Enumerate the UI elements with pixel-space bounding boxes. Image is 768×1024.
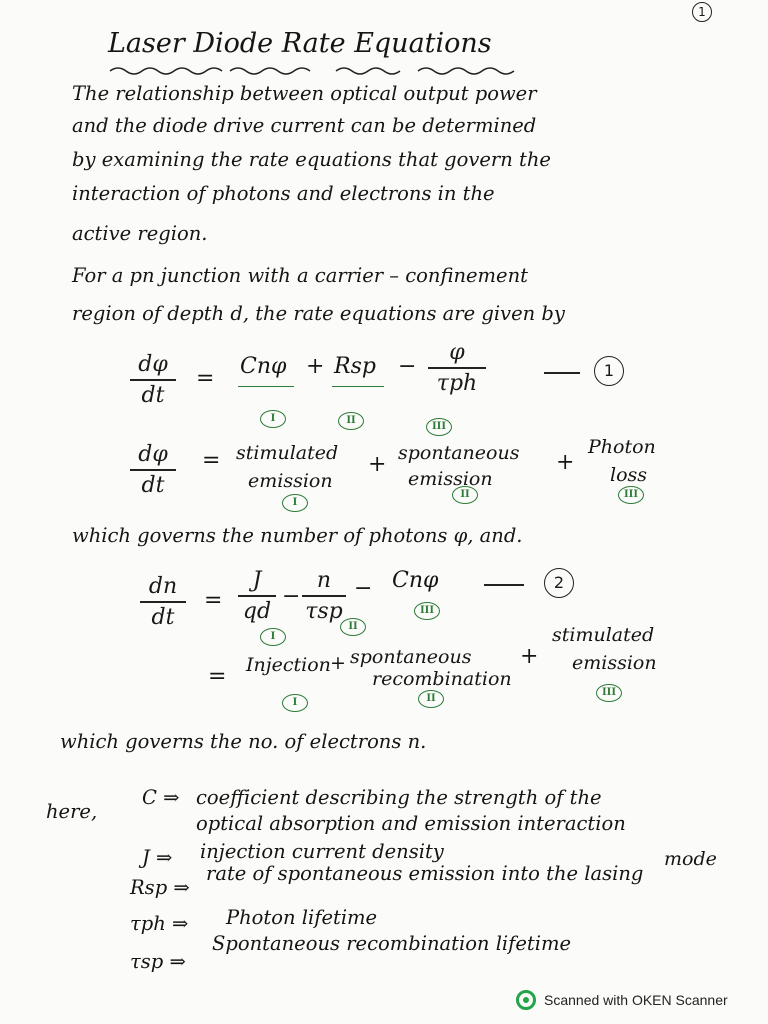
def-tph-sym: τph ⇒ [130, 912, 189, 935]
def-rsp-sym: Rsp ⇒ [130, 876, 190, 899]
eq1-lhs-den: dt [141, 383, 165, 408]
eq1-term1: Cnφ [240, 354, 287, 379]
def-c-sym: C ⇒ [142, 786, 180, 809]
eq1-term3-num: φ [449, 340, 465, 365]
eq2-term3: Cnφ [392, 568, 439, 593]
eq2-lhs [140, 574, 186, 630]
eq2-tag-2: II [340, 618, 366, 636]
eq2-term1-num: J [252, 568, 262, 593]
pn-intro-line-1: For a pn junction with a carrier – confinement [72, 264, 528, 287]
eq2-term2 [302, 568, 346, 624]
eq1w-equals: = [202, 448, 221, 473]
eq1w-plus1: + [368, 452, 387, 477]
page-title: Laser Diode Rate Equations [108, 28, 492, 59]
eq2-equals: = [204, 588, 223, 613]
eq1-lhs [130, 352, 176, 408]
def-rsp-text: rate of spontaneous emission into the lasing [206, 862, 644, 885]
eq2w-term3-a: stimulated [552, 624, 655, 646]
eq2-lhs-den: dt [151, 605, 175, 630]
eq2w-equals: = [208, 664, 227, 689]
eq1-term2: Rsp [334, 354, 376, 379]
intro-line-4: interaction of photons and electrons in the [72, 182, 495, 205]
eq2w-plus1: + [330, 652, 346, 674]
eq2-term1 [238, 568, 276, 624]
oken-logo-icon [516, 990, 536, 1010]
governs-photons: which governs the number of photons φ, and. [72, 524, 523, 547]
eq1-term3-den: τph [436, 371, 478, 396]
pn-intro-line-2: region of depth d, the rate equations are given by [72, 302, 565, 325]
def-j-text: injection current density [200, 840, 444, 863]
eq1w-term3-a: Photon [588, 436, 656, 458]
eq1w-term1-b: emission [248, 470, 333, 492]
eq1w-lhs [130, 442, 176, 498]
def-tsp-text: Spontaneous recombination lifetime [212, 932, 572, 955]
def-c-text-2: optical absorption and emission interaction [196, 812, 626, 835]
def-tph-text: Photon lifetime [226, 906, 378, 929]
eq1w-tag-2: II [452, 486, 478, 504]
eq2-lhs-num: dn [148, 574, 178, 599]
eq2-term2-den: τsp [305, 599, 343, 624]
title-underline [108, 64, 528, 78]
eq1w-lhs-den: dt [141, 473, 165, 498]
eq1-equals: = [196, 366, 215, 391]
eq1w-plus2: + [556, 450, 575, 475]
eq1w-term3-b: loss [610, 464, 648, 486]
eq2-minus1: − [282, 584, 301, 609]
eq1w-tag-3: III [618, 486, 644, 504]
scanner-watermark [516, 990, 728, 1010]
eq2w-tag-1: I [282, 694, 308, 712]
eq1-term1-underline [238, 386, 294, 387]
eq2w-term3-b: emission [572, 652, 657, 674]
eq2-term2-num: n [316, 568, 332, 593]
eq1w-term2-b: emission [408, 468, 493, 490]
page-number: 1 [692, 2, 712, 22]
intro-line-1: The relationship between optical output power [72, 82, 537, 105]
eq2w-term1: Injection [246, 654, 331, 676]
eq2w-term2-b: recombination [372, 668, 512, 690]
eq1-number: 1 [594, 356, 624, 386]
eq1-tag-2: II [338, 412, 364, 430]
eq1-term3 [428, 340, 486, 396]
eq1-tag-3: III [426, 418, 452, 436]
eq2w-tag-2: II [418, 690, 444, 708]
eq2-dash [484, 584, 524, 586]
eq2w-tag-3: III [596, 684, 622, 702]
eq2-term1-den: qd [242, 599, 272, 624]
eq1-dash [544, 372, 580, 374]
eq2-tag-3: III [414, 602, 440, 620]
eq1-minus: − [398, 354, 417, 379]
eq1-term2-underline [332, 386, 384, 387]
eq2w-plus2: + [520, 644, 539, 669]
governs-electrons: which governs the no. of electrons n. [60, 730, 427, 753]
intro-line-5: active region. [72, 222, 208, 245]
eq2-number: 2 [544, 568, 574, 598]
intro-line-3: by examining the rate equations that govern the [72, 148, 551, 171]
def-rsp-text-2: mode [664, 848, 717, 870]
scanner-label: Scanned with OKEN Scanner [544, 992, 728, 1008]
eq2w-term2-a: spontaneous [350, 646, 472, 668]
eq1-lhs-num: dφ [138, 352, 168, 377]
eq1w-lhs-num: dφ [138, 442, 168, 467]
here-label: here, [46, 800, 98, 823]
intro-line-2: and the diode drive current can be determined [72, 114, 537, 137]
def-j-sym: J ⇒ [142, 846, 173, 869]
eq1w-term2-a: spontaneous [398, 442, 520, 464]
eq2-minus2: − [354, 576, 373, 601]
eq1w-tag-1: I [282, 494, 308, 512]
eq1w-term1-a: stimulated [236, 442, 339, 464]
eq1-tag-1: I [260, 410, 286, 428]
def-c-text: coefficient describing the strength of the [196, 786, 602, 809]
eq2-tag-1: I [260, 628, 286, 646]
def-tsp-sym: τsp ⇒ [130, 950, 186, 973]
eq1-plus: + [306, 354, 325, 379]
